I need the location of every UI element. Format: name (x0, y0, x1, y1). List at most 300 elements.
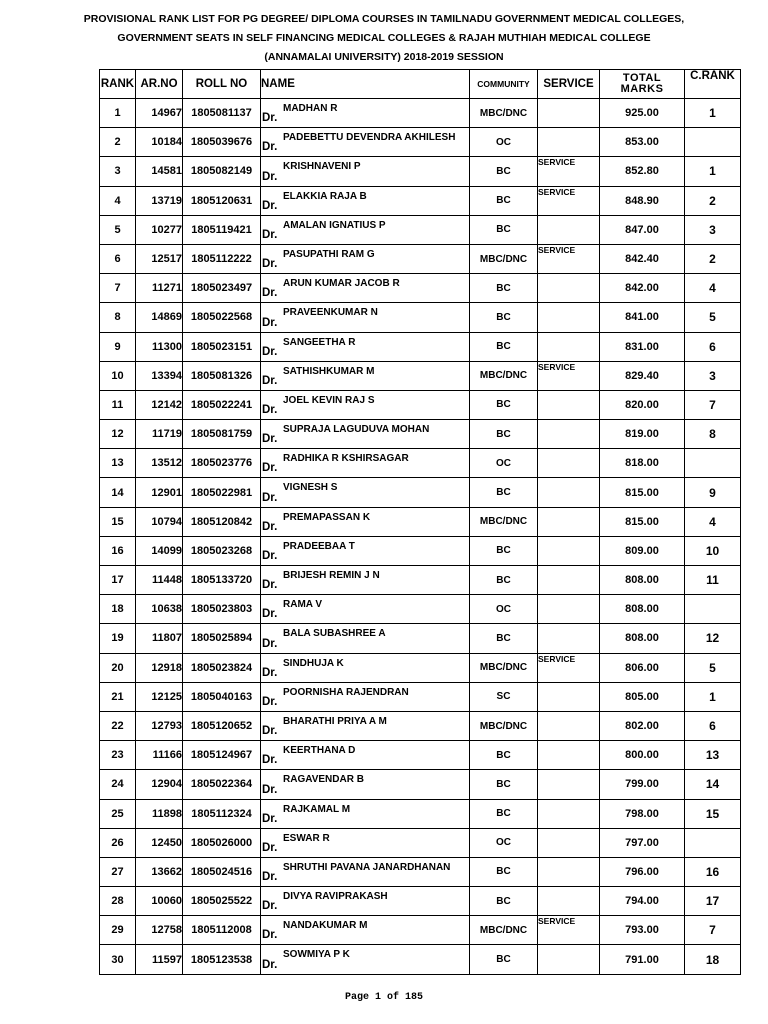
cell-total-marks: 853.00 (600, 128, 685, 157)
cell-service (538, 682, 600, 711)
cell-service (538, 449, 600, 478)
candidate-name: JOEL KEVIN RAJ S (283, 394, 375, 406)
name-prefix: Dr. (262, 228, 278, 241)
table-row (100, 390, 741, 419)
candidate-name: RAMA V (283, 599, 323, 611)
name-prefix: Dr. (262, 871, 278, 884)
cell-rank: 28 (100, 887, 136, 916)
cell-community: OC (470, 449, 538, 478)
name-prefix: Dr. (262, 608, 278, 621)
name-prefix: Dr. (262, 695, 278, 708)
cell-roll-no: 1805123538 (183, 945, 261, 974)
cell-roll-no: 1805082149 (183, 157, 261, 186)
name-prefix: Dr. (262, 550, 278, 562)
cell-service (538, 420, 600, 449)
cell-service (538, 711, 600, 740)
cell-service (538, 741, 600, 770)
name-prefix: Dr. (262, 754, 278, 767)
cell-arno: 12904 (136, 770, 183, 799)
name-prefix: Dr. (262, 929, 278, 942)
col-header-total-line1: TOTAL (622, 72, 662, 84)
table-row (100, 361, 741, 390)
candidate-name: PRAVEENKUMAR N (283, 307, 378, 319)
cell-community: BC (470, 887, 538, 916)
rank-list-table (99, 69, 741, 975)
cell-community: BC (470, 390, 538, 419)
cell-community: BC (470, 186, 538, 215)
cell-arno: 12125 (136, 682, 183, 711)
cell-crank: 3 (685, 361, 741, 390)
page-footer: Page 1 of 185 (344, 992, 423, 1003)
cell-roll-no: 1805023803 (183, 595, 261, 624)
cell-rank: 13 (100, 449, 136, 478)
cell-total-marks: 842.00 (600, 274, 685, 303)
name-prefix: Dr. (262, 666, 278, 679)
cell-name (261, 390, 470, 419)
cell-community: BC (470, 770, 538, 799)
table-row (100, 536, 741, 565)
cell-community: OC (470, 128, 538, 157)
cell-total-marks: 815.00 (600, 478, 685, 507)
cell-total-marks: 793.00 (600, 916, 685, 945)
name-prefix: Dr. (262, 637, 278, 650)
cell-total-marks: 925.00 (600, 99, 685, 128)
name-prefix: Dr. (262, 812, 278, 825)
cell-total-marks: 794.00 (600, 887, 685, 916)
table-body (100, 99, 741, 975)
name-prefix: Dr. (262, 841, 278, 854)
table-row (100, 507, 741, 536)
table-row (100, 303, 741, 332)
cell-arno: 10638 (136, 595, 183, 624)
cell-name (261, 186, 470, 215)
cell-arno: 14099 (136, 536, 183, 565)
col-header-name: NAME (261, 70, 470, 99)
candidate-name: PADEBETTU DEVENDRA AKHILESH (283, 132, 456, 144)
table-row (100, 624, 741, 653)
candidate-name: MADHAN R (283, 103, 338, 114)
cell-crank: 1 (685, 682, 741, 711)
cell-rank: 20 (100, 653, 136, 682)
cell-crank: 2 (685, 244, 741, 273)
cell-rank: 26 (100, 828, 136, 857)
candidate-name: ARUN KUMAR JACOB R (283, 278, 400, 290)
cell-service (538, 332, 600, 361)
cell-crank: 7 (685, 390, 741, 419)
cell-arno: 14869 (136, 303, 183, 332)
cell-arno: 10184 (136, 128, 183, 157)
cell-crank: 14 (685, 770, 741, 799)
table-row (100, 186, 741, 215)
cell-total-marks: 802.00 (600, 711, 685, 740)
cell-name (261, 128, 470, 157)
cell-roll-no: 1805022241 (183, 390, 261, 419)
cell-crank: 6 (685, 711, 741, 740)
cell-roll-no: 1805025522 (183, 887, 261, 916)
cell-service (538, 99, 600, 128)
cell-total-marks: 847.00 (600, 215, 685, 244)
cell-name (261, 945, 470, 974)
cell-rank: 17 (100, 566, 136, 595)
candidate-name: SOWMIYA P K (283, 949, 350, 961)
cell-crank: 11 (685, 566, 741, 595)
cell-rank: 4 (100, 186, 136, 215)
cell-name (261, 420, 470, 449)
cell-rank: 19 (100, 624, 136, 653)
cell-roll-no: 1805112222 (183, 244, 261, 273)
cell-roll-no: 1805022981 (183, 478, 261, 507)
document-header (0, 10, 768, 67)
cell-rank: 21 (100, 682, 136, 711)
cell-total-marks: 852.80 (600, 157, 685, 186)
cell-total-marks: 848.90 (600, 186, 685, 215)
cell-community: BC (470, 624, 538, 653)
cell-rank: 14 (100, 478, 136, 507)
table-row (100, 682, 741, 711)
cell-roll-no: 1805022364 (183, 770, 261, 799)
cell-community: BC (470, 741, 538, 770)
cell-crank: 10 (685, 536, 741, 565)
cell-community: MBC/DNC (470, 361, 538, 390)
cell-rank: 12 (100, 420, 136, 449)
cell-crank: 12 (685, 624, 741, 653)
candidate-name: NANDAKUMAR M (283, 920, 368, 932)
cell-total-marks: 842.40 (600, 244, 685, 273)
cell-crank: 8 (685, 420, 741, 449)
cell-roll-no: 1805120652 (183, 711, 261, 740)
cell-roll-no: 1805081759 (183, 420, 261, 449)
cell-arno: 12901 (136, 478, 183, 507)
cell-arno: 12918 (136, 653, 183, 682)
cell-community: MBC/DNC (470, 711, 538, 740)
cell-total-marks: 799.00 (600, 770, 685, 799)
cell-name (261, 828, 470, 857)
cell-name (261, 507, 470, 536)
cell-crank (685, 828, 741, 857)
name-prefix: Dr. (262, 112, 278, 125)
cell-name (261, 566, 470, 595)
cell-name (261, 536, 470, 565)
candidate-name: PREMAPASSAN K (283, 511, 371, 523)
cell-name (261, 799, 470, 828)
cell-roll-no: 1805119421 (183, 215, 261, 244)
cell-name (261, 595, 470, 624)
cell-rank: 27 (100, 857, 136, 886)
header-line-3: (ANNAMALAI UNIVERSITY) 2018-2019 SESSION (264, 51, 504, 63)
cell-name (261, 303, 470, 332)
cell-arno: 12450 (136, 828, 183, 857)
table-row (100, 741, 741, 770)
cell-arno: 10794 (136, 507, 183, 536)
table-row (100, 799, 741, 828)
cell-service (538, 828, 600, 857)
cell-crank: 1 (685, 99, 741, 128)
cell-name (261, 215, 470, 244)
cell-name (261, 449, 470, 478)
col-header-community: COMMUNITY (470, 70, 538, 99)
name-prefix: Dr. (262, 958, 278, 971)
cell-crank: 7 (685, 916, 741, 945)
table-row (100, 770, 741, 799)
cell-total-marks: 815.00 (600, 507, 685, 536)
cell-rank: 5 (100, 215, 136, 244)
table-header-row (100, 70, 741, 99)
cell-roll-no: 1805112324 (183, 799, 261, 828)
name-prefix: Dr. (262, 404, 278, 417)
name-prefix: Dr. (262, 491, 278, 504)
cell-service (538, 303, 600, 332)
name-prefix: Dr. (262, 345, 278, 358)
cell-name (261, 653, 470, 682)
cell-name (261, 857, 470, 886)
candidate-name: BALA SUBASHREE A (283, 628, 386, 640)
name-prefix: Dr. (262, 783, 278, 796)
cell-crank (685, 595, 741, 624)
cell-crank: 6 (685, 332, 741, 361)
cell-arno: 11719 (136, 420, 183, 449)
cell-arno: 10277 (136, 215, 183, 244)
candidate-name: SANGEETHA R (283, 336, 356, 348)
cell-name (261, 624, 470, 653)
cell-total-marks: 800.00 (600, 741, 685, 770)
cell-crank: 17 (685, 887, 741, 916)
cell-community: MBC/DNC (470, 244, 538, 273)
cell-arno: 13394 (136, 361, 183, 390)
cell-total-marks: 806.00 (600, 653, 685, 682)
cell-total-marks: 820.00 (600, 390, 685, 419)
cell-crank: 5 (685, 303, 741, 332)
cell-roll-no: 1805081326 (183, 361, 261, 390)
cell-rank: 29 (100, 916, 136, 945)
cell-community: BC (470, 536, 538, 565)
candidate-name: SUPRAJA LAGUDUVA MOHAN (283, 424, 430, 436)
cell-service (538, 857, 600, 886)
candidate-name: PRADEEBAA T (283, 540, 355, 552)
cell-rank: 22 (100, 711, 136, 740)
cell-crank: 13 (685, 741, 741, 770)
cell-total-marks: 797.00 (600, 828, 685, 857)
cell-arno: 13719 (136, 186, 183, 215)
cell-total-marks: 818.00 (600, 449, 685, 478)
cell-community: BC (470, 303, 538, 332)
cell-total-marks: 808.00 (600, 566, 685, 595)
table-row (100, 449, 741, 478)
table-row (100, 916, 741, 945)
name-prefix: Dr. (262, 199, 278, 212)
cell-rank: 23 (100, 741, 136, 770)
cell-roll-no: 1805040163 (183, 682, 261, 711)
candidate-name: ELAKKIA RAJA B (283, 190, 367, 202)
name-prefix: Dr. (262, 579, 278, 592)
cell-name (261, 887, 470, 916)
cell-roll-no: 1805023268 (183, 536, 261, 565)
name-prefix: Dr. (262, 520, 278, 533)
name-prefix: Dr. (262, 462, 278, 475)
cell-service (538, 390, 600, 419)
cell-service: SERVICE (538, 653, 600, 682)
cell-roll-no: 1805124967 (183, 741, 261, 770)
cell-service (538, 215, 600, 244)
cell-crank: 15 (685, 799, 741, 828)
cell-service (538, 507, 600, 536)
name-prefix: Dr. (262, 258, 278, 271)
candidate-name: POORNISHA RAJENDRAN (283, 686, 409, 698)
table-row (100, 128, 741, 157)
col-header-arno: AR.NO (136, 70, 183, 99)
col-header-service: SERVICE (538, 70, 600, 99)
table-row (100, 420, 741, 449)
candidate-name: SHRUTHI PAVANA JANARDHANAN (283, 861, 451, 873)
cell-service (538, 770, 600, 799)
cell-total-marks: 796.00 (600, 857, 685, 886)
cell-arno: 13512 (136, 449, 183, 478)
cell-community: BC (470, 478, 538, 507)
col-header-total (600, 70, 685, 99)
candidate-name: VIGNESH S (283, 482, 338, 494)
cell-roll-no: 1805120631 (183, 186, 261, 215)
cell-roll-no: 1805023776 (183, 449, 261, 478)
cell-crank: 9 (685, 478, 741, 507)
cell-community: MBC/DNC (470, 507, 538, 536)
cell-total-marks: 808.00 (600, 595, 685, 624)
cell-rank: 2 (100, 128, 136, 157)
candidate-name: RAJKAMAL M (283, 803, 351, 815)
candidate-name: AMALAN IGNATIUS P (283, 219, 386, 231)
cell-total-marks: 841.00 (600, 303, 685, 332)
cell-arno: 12142 (136, 390, 183, 419)
candidate-name: BRIJESH REMIN J N (283, 570, 380, 581)
header-line-2: GOVERNMENT SEATS IN SELF FINANCING MEDICAL COLLEGES & RAJAH MUTHIAH MEDICAL COLLEGE (117, 32, 651, 44)
table-row (100, 274, 741, 303)
cell-rank: 16 (100, 536, 136, 565)
cell-arno: 13662 (136, 857, 183, 886)
cell-name (261, 711, 470, 740)
cell-total-marks: 829.40 (600, 361, 685, 390)
cell-total-marks: 808.00 (600, 624, 685, 653)
cell-rank: 9 (100, 332, 136, 361)
cell-rank: 25 (100, 799, 136, 828)
candidate-name: RAGAVENDAR B (283, 774, 364, 786)
candidate-name: SATHISHKUMAR M (283, 365, 375, 377)
cell-crank: 3 (685, 215, 741, 244)
cell-community: OC (470, 595, 538, 624)
cell-arno: 11448 (136, 566, 183, 595)
cell-arno: 11597 (136, 945, 183, 974)
cell-community: BC (470, 945, 538, 974)
cell-arno: 12758 (136, 916, 183, 945)
cell-service (538, 536, 600, 565)
table-row (100, 566, 741, 595)
candidate-name: KRISHNAVENI P (283, 161, 361, 173)
cell-community: BC (470, 215, 538, 244)
cell-arno: 11807 (136, 624, 183, 653)
cell-community: BC (470, 566, 538, 595)
cell-crank: 1 (685, 157, 741, 186)
cell-service (538, 274, 600, 303)
cell-service: SERVICE (538, 186, 600, 215)
table-row (100, 157, 741, 186)
cell-rank: 3 (100, 157, 136, 186)
cell-service (538, 887, 600, 916)
cell-arno: 14581 (136, 157, 183, 186)
cell-community: BC (470, 420, 538, 449)
col-header-rank: RANK (100, 70, 136, 99)
cell-community: BC (470, 274, 538, 303)
cell-rank: 11 (100, 390, 136, 419)
cell-name (261, 478, 470, 507)
table-row (100, 595, 741, 624)
cell-rank: 7 (100, 274, 136, 303)
cell-roll-no: 1805081137 (183, 99, 261, 128)
table-row (100, 945, 741, 974)
cell-community: MBC/DNC (470, 99, 538, 128)
cell-crank: 2 (685, 186, 741, 215)
cell-community: BC (470, 799, 538, 828)
candidate-name: PASUPATHI RAM G (283, 248, 375, 260)
cell-service (538, 128, 600, 157)
cell-name (261, 99, 470, 128)
cell-community: OC (470, 828, 538, 857)
cell-roll-no: 1805112008 (183, 916, 261, 945)
cell-name (261, 361, 470, 390)
cell-name (261, 244, 470, 273)
cell-community: BC (470, 332, 538, 361)
cell-name (261, 916, 470, 945)
name-prefix: Dr. (262, 141, 278, 154)
cell-service: SERVICE (538, 157, 600, 186)
cell-crank: 4 (685, 507, 741, 536)
candidate-name: RADHIKA R KSHIRSAGAR (283, 453, 409, 465)
col-header-total-line2: MARKS (620, 83, 664, 95)
cell-total-marks: 798.00 (600, 799, 685, 828)
cell-total-marks: 809.00 (600, 536, 685, 565)
cell-roll-no: 1805039676 (183, 128, 261, 157)
cell-community: BC (470, 857, 538, 886)
cell-total-marks: 831.00 (600, 332, 685, 361)
header-line-1: PROVISIONAL RANK LIST FOR PG DEGREE/ DIPLOMA COURSES IN TAMILNADU GOVERNMENT MEDICAL COLLEGES, (83, 13, 685, 25)
cell-service (538, 799, 600, 828)
cell-roll-no: 1805023497 (183, 274, 261, 303)
cell-service: SERVICE (538, 916, 600, 945)
name-prefix: Dr. (262, 433, 278, 446)
cell-total-marks: 791.00 (600, 945, 685, 974)
cell-service: SERVICE (538, 361, 600, 390)
cell-arno: 11271 (136, 274, 183, 303)
cell-roll-no: 1805024516 (183, 857, 261, 886)
cell-community: MBC/DNC (470, 653, 538, 682)
cell-arno: 10060 (136, 887, 183, 916)
table-row (100, 828, 741, 857)
candidate-name: SINDHUJA K (283, 657, 344, 669)
cell-rank: 24 (100, 770, 136, 799)
table-row (100, 857, 741, 886)
cell-roll-no: 1805025894 (183, 624, 261, 653)
table-row (100, 244, 741, 273)
cell-roll-no: 1805133720 (183, 566, 261, 595)
cell-arno: 11300 (136, 332, 183, 361)
cell-arno: 12793 (136, 711, 183, 740)
cell-rank: 1 (100, 99, 136, 128)
table-row (100, 99, 741, 128)
cell-service (538, 478, 600, 507)
col-header-crank: C.RANK (685, 70, 741, 99)
candidate-name: DIVYA RAVIPRAKASH (283, 891, 388, 903)
cell-service (538, 945, 600, 974)
name-prefix: Dr. (262, 900, 278, 913)
cell-crank: 5 (685, 653, 741, 682)
cell-roll-no: 1805022568 (183, 303, 261, 332)
col-header-roll: ROLL NO (183, 70, 261, 99)
